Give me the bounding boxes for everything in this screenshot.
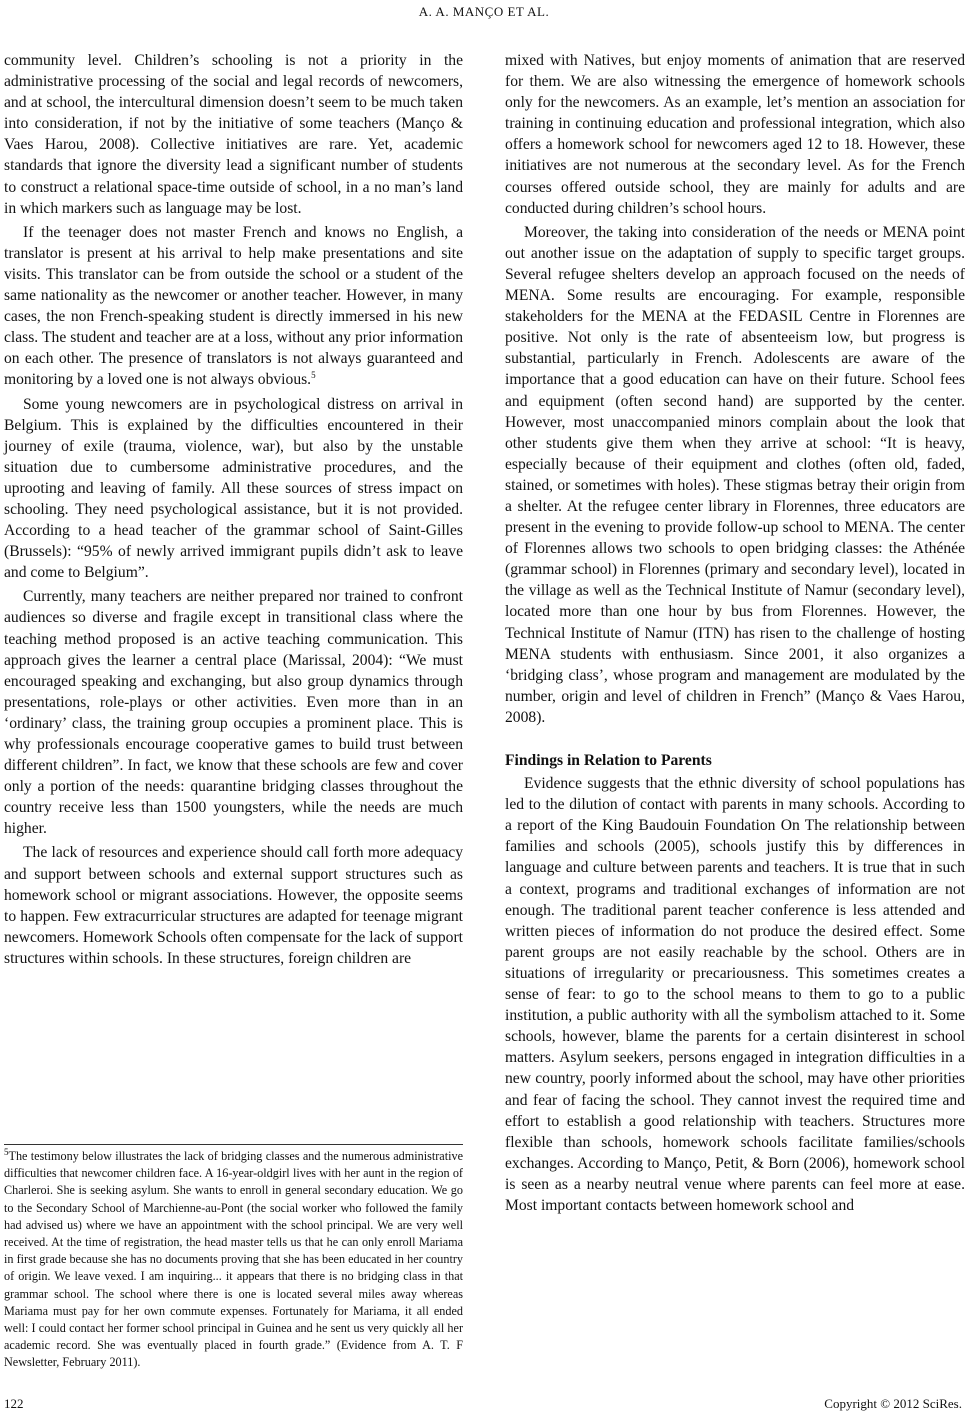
footnote [4, 1148, 463, 1372]
body-paragraph: Some young newcomers are in psychological distress on arrival in Belgium. This is explained by the difficulties encountered in their journey of exile (trauma, violence, war), but also by the unstable situation due to cumbersome administrative procedures, and the uprooting and leaving of family. All these sources of stress impact on schooling. They need psychological assistance, but it is not provided. According to a head teacher of the grammar school of Saint-Gilles (Brussels): “95% of newly arrived immigrant pupils didn’t ask to leave and come to Belgium”. [4, 395, 463, 582]
paragraph-text: If the teenager does not master French and knows no English, a translator is present at his arrival to help make presentations and site visits. This translator can be from outside the school or a student of the same nationality as the newcomer or another teacher. However, in many cases, the non French-speaking student is directly immersed in his new class. The student and teacher are at a loss, without any prior information on each other. The presence of translators is not always guaranteed and monitoring by a loved one is not always obvious. [4, 223, 463, 389]
footnote-marker: 5 [311, 370, 316, 381]
left-column [4, 50, 463, 969]
footnote-number: 5 [4, 1146, 9, 1157]
right-column [505, 50, 965, 1216]
footnote-text: The testimony below illustrates the lack of bridging classes and the numerous administrative difficulties that newcomer children face. A 16-year-oldgirl lives with her aunt in the region of Charleroi. She is seeking asylum. She wants to enroll in general secondary education. We go to the Secondary School of Marchienne-au-Pont (the social worker who followed the family had advised us) where we have an appointment with the school principal. We are very well received. At the time of registration, the head master tells us that he can only enroll Mariama in first grade because she has no documents proving that she has been educated in her country of origin. We leave vexed. I am inquiring... it appears that there is no bridging class in that grammar school. The school where there is one is located several miles away whereas Mariama must pay for her own commute expenses. Fortunately for Mariama, it all ended well: I could contact her former school principal in Guinea and he sent us very quickly all her academic record. She was eventually placed in fourth grade.” (Evidence from A. T. F Newsletter, February 2011). [4, 1149, 463, 1370]
copyright-notice: Copyright © 2012 SciRes. [824, 1396, 962, 1411]
section-heading: Findings in Relation to Parents [505, 752, 712, 769]
body-paragraph: mixed with Natives, but enjoy moments of animation that are reserved for them. We are also witnessing the emergence of homework schools only for the newcomers. As an example, let’s mention an association for training in continuing education and professional integration, which also offers a homework school for newcomers aged 12 to 18. However, these initiatives are not numerous at the secondary level. As for the French courses offered outside school, they are mainly for adults and are conducted during children’s school hours. [505, 52, 965, 217]
running-header: A. A. MANÇO ET AL. [418, 4, 550, 19]
page-number: 122 [4, 1396, 24, 1411]
body-paragraph: The lack of resources and experience should call forth more adequacy and support between schools and external support structures such as homework school or migrant associations. However, the opposite seems to happen. Few extracurricular structures are adapted for teenage migrant newcomers. Homework Schools often compensate for the lack of support structures within schools. In these structures, foreign children are [4, 844, 463, 967]
body-paragraph [4, 222, 463, 391]
body-paragraph: Currently, many teachers are neither prepared nor trained to confront audiences so diverse and fragile except in transitional class where the teaching method proposed is an active teaching communication. This approach gives the learner a central place (Marissal, 2004): “We must encouraged speaking and exchanging, but also group dynamics through presentations, role-plays or other activities. Even more than in an ‘ordinary’ class, the training group occupies a prominent place. This is why professionals encourage cooperative games to build trust between different children”. In fact, we know that these schools are few and cover only a portion of the needs: quarantine bridging classes throughout the country receive less than 1500 youngsters, while the needs are much higher. [4, 588, 463, 838]
body-paragraph: Moreover, the taking into consideration of the needs or MENA point out another issue on the adaptation of supply to specific target groups. Several refugee shelters develop an approach focused on the needs of MENA. Some results are encouraging. For example, responsible stakeholders for the MENA at the FEDASIL Centre in Florennes are positive. Not only is the rate of absenteeism low, but progress is substantial, particularly in French. Adolescents are aware of the importance that a good education can have on their future. School fees and equipment (often second hand) are supported by the center. However, most unaccompanied minors complain about the look that other students give them when they arrive at school: “It is heavy, especially because of their equipment and clothes (often old, faded, stained, or sometimes with holes). These stigmas betray their origin from a shelter. At the refugee center library in Florennes, three educators are present in the evening to provide follow-up school to MENA. The center of Florennes allows two schools to open bridging classes: the Athénée (grammar school) in Florennes (primary and secondary level), located in the village as well as the Technical Institute of Namur (secondary level), located more than one hour by bus from Florennes. However, the Technical Institute of Namur (ITN) has risen to the challenge of hosting MENA students with enthusiasm. Since 2001, it also organizes a ‘bridging class’, whose program and management are modulated by the number, origin and level of children in French” (Manço & Vaes Harou, 2008). [505, 223, 965, 726]
footnote-divider [4, 1144, 463, 1145]
body-paragraph: Evidence suggests that the ethnic diversity of school populations has led to the dilution of contact with parents in many schools. According to a report of the King Baudouin Foundation On The relationship between families and schools (2005), schools justify this by differences in language and culture between parents and teachers. It is true that in such a context, programs and traditional exchanges of information are not enough. The traditional parent teacher conference is less attended and written pieces of information do not produce the desired effect. Some parent groups are not easily reachable by the school. Others are in situations of irregularity or precariousness. This sometimes creates a sense of fear: to go to the school means to them to go to a public institution, a public authority with all the symbolism attached to it. Some schools, however, blame the parents for a certain disinterest in school matters. Asylum seekers, persons engaged in integration difficulties in a new country, poorly informed about the school, may have other priorities and fear of facing the school. They cannot invest the required time and effort to establish a good relationship with teachers. Structures more flexible than schools, homework schools facilitate families/schools exchanges. According to Manço, Petit, & Born (2006), homework school is seen as a nearby neutral venue where parents can feel more at ease. Most important contacts between homework school and [505, 775, 965, 1214]
body-paragraph: community level. Children’s schooling is not a priority in the administrative processing of the social and legal records of newcomers, and at school, the intercultural dimension doesn’t seem to be much taken into consideration, if not by the initiative of some teachers (Manço & Vaes Harou, 2008). Collective initiatives are rare. Yet, academic standards that ignore the diversity lead a significant number of students to construct a relational space-time outside of school, in a no man’s land in which markers such as language may be lost. [4, 52, 463, 217]
